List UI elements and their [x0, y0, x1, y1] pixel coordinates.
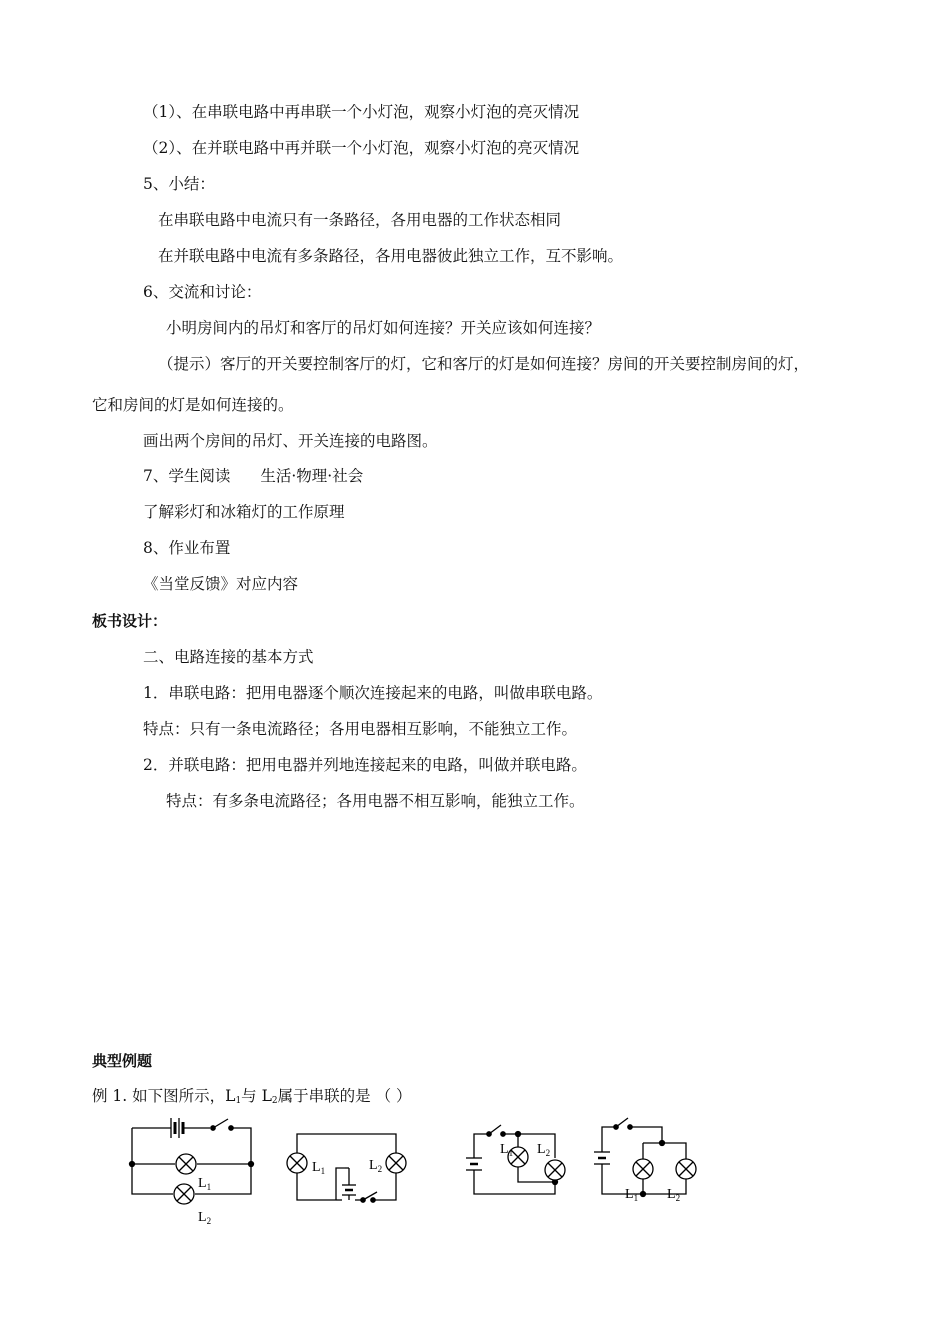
q-part: 例 1. 如下图所示，L [92, 1087, 236, 1105]
circuit-d [594, 1118, 696, 1197]
label-l1: $L_1$ [500, 1142, 514, 1158]
q-part: 属于串联的是 （ ） [277, 1087, 412, 1105]
text-line: 6、交流和讨论： [143, 283, 262, 301]
text-line: 了解彩灯和冰箱灯的工作原理 [143, 503, 345, 521]
label-l2: $L_2$ [369, 1158, 383, 1174]
reading-topic: 生活·物理·社会 [260, 467, 364, 485]
text-line: 2．并联电路：把用电器并列地连接起来的电路，叫做并联电路。 [143, 756, 587, 774]
text-line: 1．串联电路：把用电器逐个顺次连接起来的电路，叫做串联电路。 [143, 684, 603, 702]
label-l1: $L_1$ [625, 1187, 639, 1203]
reading-label: 7、学生阅读 [143, 467, 231, 485]
label-l2: $L_2$ [537, 1142, 551, 1158]
text-line: 5、小结： [143, 175, 215, 193]
circuit-a [130, 1118, 254, 1204]
lamp-icon [676, 1159, 696, 1179]
text-line: 《当堂反馈》对应内容 [143, 575, 299, 593]
lamp-icon [174, 1184, 194, 1204]
text-line: 在串联电路中电流只有一条路径，各用电器的工作状态相同 [158, 211, 562, 229]
lamp-icon [287, 1153, 307, 1173]
q-part: 与 L [241, 1087, 272, 1105]
text-line: 画出两个房间的吊灯、开关连接的电路图。 [143, 432, 438, 450]
text-line: 特点：只有一条电流路径；各用电器相互影响，不能独立工作。 [143, 720, 578, 738]
circuit-c [466, 1125, 565, 1194]
section-heading: 板书设计： [92, 612, 168, 630]
text-line: 小明房间内的吊灯和客厅的吊灯如何连接？开关应该如何连接？ [166, 319, 601, 337]
text-line: 特点：有多条电流路径；各用电器不相互影响，能独立工作。 [166, 792, 585, 810]
lamp-icon [176, 1154, 196, 1174]
q-sub: 2 [271, 1096, 278, 1106]
label-l2: $L_2$ [198, 1210, 212, 1226]
label-l2: $L_2$ [667, 1187, 681, 1203]
text-line: 它和房间的灯是如何连接的。 [92, 396, 294, 414]
text-line: （提示）客厅的开关要控制客厅的灯，它和客厅的灯是如何连接？房间的开关要控制房间的灯， [158, 355, 810, 373]
label-l1: $L_1$ [312, 1160, 326, 1176]
section-heading: 典型例题 [92, 1052, 153, 1070]
circuit-b [287, 1134, 406, 1202]
text-line: 二、电路连接的基本方式 [143, 648, 314, 666]
lamp-icon [633, 1159, 653, 1179]
label-l1: $L_1$ [198, 1176, 212, 1192]
lamp-icon [545, 1160, 565, 1180]
lamp-icon [386, 1153, 406, 1173]
text-line: 8、作业布置 [143, 539, 231, 557]
text-line: （2）、在并联电路中再并联一个小灯泡，观察小灯泡的亮灭情况 [143, 139, 580, 157]
text-line: 在并联电路中电流有多条路径，各用电器彼此独立工作，互不影响。 [158, 247, 624, 265]
text-line: （1）、在串联电路中再串联一个小灯泡，观察小灯泡的亮灭情况 [143, 103, 580, 121]
q-sub: 1 [235, 1096, 242, 1106]
